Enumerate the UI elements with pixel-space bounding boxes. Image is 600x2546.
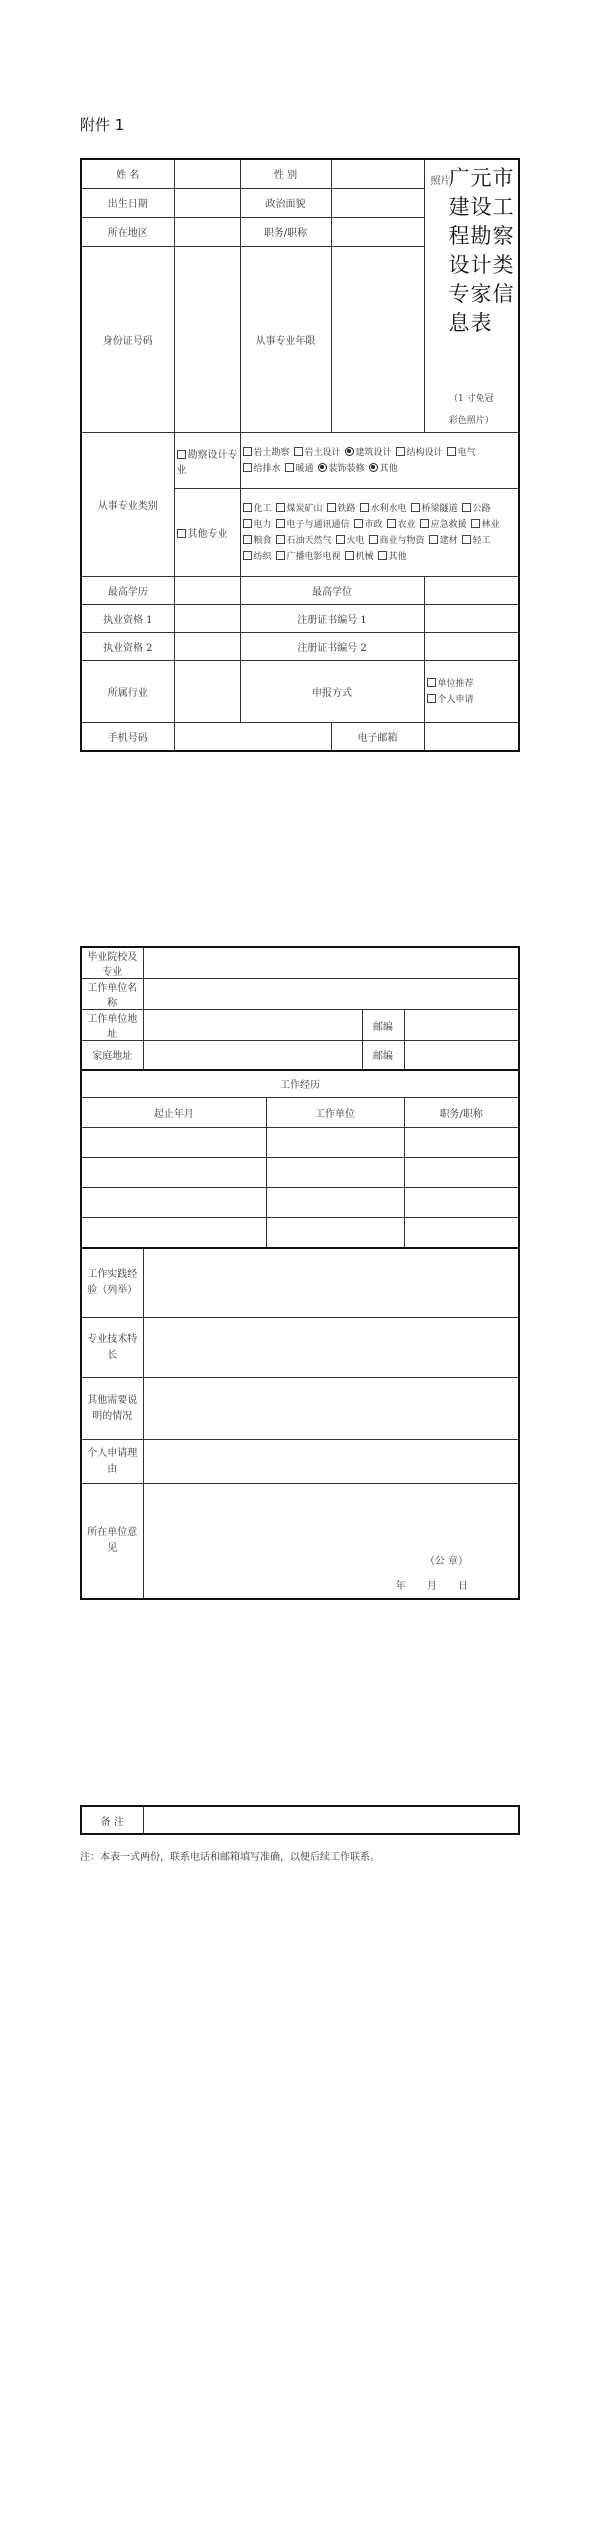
checkbox-icon[interactable] bbox=[462, 503, 471, 512]
label-qualification-1: 执业资格 1 bbox=[81, 605, 174, 633]
label-postcode-2: 邮编 bbox=[362, 1041, 404, 1070]
checkbox-icon[interactable] bbox=[396, 447, 405, 456]
checkbox-icon[interactable] bbox=[336, 535, 345, 544]
checkbox-icon[interactable] bbox=[243, 551, 252, 560]
checkbox-icon[interactable] bbox=[427, 694, 436, 703]
other-major-option-label: 商业与物资 bbox=[379, 535, 425, 546]
label-qualification-2: 执业资格 2 bbox=[81, 633, 174, 661]
survey-design-option-label: 岩土设计 bbox=[304, 447, 341, 458]
other-major-option[interactable] bbox=[420, 517, 467, 533]
label-specialty-category: 从事专业类别 bbox=[81, 433, 174, 577]
other-major-option-label: 广播电影电视 bbox=[286, 551, 341, 562]
checkbox-icon[interactable] bbox=[411, 503, 420, 512]
other-major-option-label: 林业 bbox=[481, 519, 500, 530]
field-highest-degree[interactable] bbox=[424, 577, 519, 605]
field-cert-number-1[interactable] bbox=[424, 605, 519, 633]
survey-design-options bbox=[240, 433, 519, 489]
label-personal-reason: 个人申请理由 bbox=[81, 1440, 143, 1484]
history-unit[interactable] bbox=[266, 1128, 404, 1158]
other-major-option-label: 桥梁隧道 bbox=[421, 503, 458, 514]
other-major-option[interactable] bbox=[378, 549, 407, 565]
label-years-in-profession: 从事专业年限 bbox=[240, 246, 331, 433]
history-period[interactable] bbox=[81, 1128, 266, 1158]
other-major-option[interactable] bbox=[369, 533, 425, 549]
survey-design-option[interactable] bbox=[294, 445, 341, 461]
label-cert-number-1: 注册证书编号 1 bbox=[240, 605, 424, 633]
checkbox-icon[interactable] bbox=[387, 519, 396, 528]
work-history-heading: 工作经历 bbox=[81, 1070, 519, 1098]
label-highest-education: 最高学历 bbox=[81, 577, 174, 605]
field-name[interactable] bbox=[174, 159, 240, 188]
personal-apply-label: 个人申请 bbox=[437, 694, 474, 705]
label-id-number: 身份证号码 bbox=[81, 246, 174, 433]
option-personal-apply[interactable] bbox=[427, 692, 474, 708]
checkbox-icon[interactable] bbox=[243, 447, 252, 456]
survey-design-major-label: 勘察设计专业 bbox=[176, 449, 238, 476]
history-position[interactable] bbox=[404, 1188, 519, 1218]
other-major-option[interactable] bbox=[411, 501, 458, 517]
label-unit-opinion: 所在单位意见 bbox=[81, 1484, 143, 1599]
survey-design-major[interactable] bbox=[174, 433, 240, 489]
checkbox-icon[interactable] bbox=[427, 678, 436, 687]
label-highest-degree: 最高学位 bbox=[240, 577, 424, 605]
label-work-unit-address: 工作单位地址 bbox=[81, 1010, 143, 1041]
survey-design-option-label: 暖通 bbox=[295, 463, 314, 474]
other-major-option-label: 机械 bbox=[355, 551, 374, 562]
other-major-option-label: 煤炭矿山 bbox=[286, 503, 323, 514]
history-row[interactable] bbox=[81, 1128, 519, 1158]
checkbox-icon[interactable] bbox=[177, 450, 186, 459]
other-major-option-label: 铁路 bbox=[337, 503, 356, 514]
other-major-option[interactable] bbox=[276, 501, 323, 517]
other-major-option-label: 粮食 bbox=[253, 535, 272, 546]
checkbox-icon[interactable] bbox=[447, 447, 456, 456]
history-position[interactable] bbox=[404, 1158, 519, 1188]
label-mobile: 手机号码 bbox=[81, 723, 174, 751]
label-expertise: 专业技术特长 bbox=[81, 1318, 143, 1378]
other-major-option[interactable] bbox=[387, 517, 416, 533]
field-postcode-1[interactable] bbox=[404, 1010, 519, 1041]
other-major-option[interactable] bbox=[243, 533, 272, 549]
checkbox-icon[interactable] bbox=[276, 551, 285, 560]
label-remarks: 备 注 bbox=[81, 1806, 143, 1834]
survey-design-option-label: 结构设计 bbox=[406, 447, 443, 458]
other-major-option-label: 农业 bbox=[397, 519, 416, 530]
field-home-address[interactable] bbox=[143, 1041, 362, 1070]
label-location: 所在地区 bbox=[81, 217, 174, 246]
field-postcode-2[interactable] bbox=[404, 1041, 519, 1070]
field-highest-education[interactable] bbox=[174, 577, 240, 605]
history-unit[interactable] bbox=[266, 1188, 404, 1218]
other-major[interactable] bbox=[174, 489, 240, 577]
field-other-notes[interactable] bbox=[143, 1378, 519, 1440]
field-remarks[interactable] bbox=[143, 1806, 519, 1834]
field-work-unit-name[interactable] bbox=[143, 979, 519, 1010]
field-school-major[interactable] bbox=[143, 947, 519, 979]
other-major-option[interactable] bbox=[462, 501, 491, 517]
survey-design-option[interactable] bbox=[369, 461, 398, 477]
field-personal-reason[interactable] bbox=[143, 1440, 519, 1484]
checkbox-icon[interactable] bbox=[420, 519, 429, 528]
field-cert-number-2[interactable] bbox=[424, 633, 519, 661]
photo-cell[interactable] bbox=[424, 159, 519, 433]
history-position[interactable] bbox=[404, 1218, 519, 1248]
label-gender: 性 别 bbox=[240, 159, 331, 188]
survey-design-option[interactable] bbox=[447, 445, 476, 461]
checkbox-icon[interactable] bbox=[285, 463, 294, 472]
field-qualification-1[interactable] bbox=[174, 605, 240, 633]
other-major-option[interactable] bbox=[276, 549, 341, 565]
field-political-status[interactable] bbox=[331, 188, 424, 217]
label-position-title: 职务/职称 bbox=[240, 217, 331, 246]
checkbox-icon[interactable] bbox=[177, 529, 186, 538]
label-report-method: 申报方式 bbox=[240, 661, 424, 723]
photo-note-1: （1 寸免冠 bbox=[448, 394, 494, 404]
report-method-options bbox=[424, 661, 519, 723]
other-major-option[interactable] bbox=[429, 533, 458, 549]
other-major-option-label: 应急救援 bbox=[430, 519, 467, 530]
label-work-unit-name: 工作单位名称 bbox=[81, 979, 143, 1010]
other-major-option[interactable] bbox=[345, 549, 374, 565]
checkbox-icon[interactable] bbox=[276, 535, 285, 544]
expert-info-table bbox=[80, 158, 520, 752]
history-period[interactable] bbox=[81, 1158, 266, 1188]
remarks-table bbox=[80, 1805, 520, 1835]
other-major-option-label: 纺织 bbox=[253, 551, 272, 562]
survey-design-option-label: 电气 bbox=[457, 447, 476, 458]
label-birth-date: 出生日期 bbox=[81, 188, 174, 217]
other-major-option-label: 电子与通讯通信 bbox=[286, 519, 350, 530]
header-period: 起止年月 bbox=[81, 1098, 266, 1128]
checkbox-icon[interactable] bbox=[354, 519, 363, 528]
survey-design-option-label: 岩土勘察 bbox=[253, 447, 290, 458]
other-major-option[interactable] bbox=[354, 517, 383, 533]
checkbox-icon[interactable] bbox=[429, 535, 438, 544]
seal-placeholder: （公 章） bbox=[424, 1555, 468, 1567]
label-political-status: 政治面貌 bbox=[240, 188, 331, 217]
checkbox-icon[interactable] bbox=[378, 551, 387, 560]
field-industry[interactable] bbox=[174, 661, 240, 723]
checkbox-icon[interactable] bbox=[462, 535, 471, 544]
other-major-option-label: 其他 bbox=[388, 551, 407, 562]
form-title: 广元市建设工程勘察设计类专家信息表 bbox=[448, 166, 515, 335]
radio-selected-icon[interactable] bbox=[369, 463, 378, 472]
survey-design-option-label: 装饰装修 bbox=[328, 463, 365, 474]
attachment-label: 附件 1 bbox=[80, 116, 125, 134]
other-major-option-label: 石油天然气 bbox=[286, 535, 332, 546]
history-row[interactable] bbox=[81, 1218, 519, 1248]
other-major-label: 其他专业 bbox=[187, 529, 228, 540]
other-major-option-label: 轻工 bbox=[472, 535, 491, 546]
checkbox-icon[interactable] bbox=[243, 535, 252, 544]
survey-design-option-label: 给排水 bbox=[253, 463, 281, 474]
field-gender[interactable] bbox=[331, 159, 424, 188]
field-practice-experience[interactable] bbox=[143, 1248, 519, 1318]
survey-design-option-label: 建筑设计 bbox=[355, 447, 392, 458]
survey-design-option[interactable] bbox=[285, 461, 314, 477]
other-major-option-label: 电力 bbox=[253, 519, 272, 530]
checkbox-icon[interactable] bbox=[327, 503, 336, 512]
other-major-option-label: 建材 bbox=[439, 535, 458, 546]
checkbox-icon[interactable] bbox=[276, 503, 285, 512]
field-expertise[interactable] bbox=[143, 1318, 519, 1378]
label-industry: 所属行业 bbox=[81, 661, 174, 723]
field-birth-date[interactable] bbox=[174, 188, 240, 217]
survey-design-option[interactable] bbox=[396, 445, 443, 461]
header-work-unit: 工作单位 bbox=[266, 1098, 404, 1128]
option-unit-recommend[interactable] bbox=[427, 676, 474, 692]
checkbox-icon[interactable] bbox=[243, 503, 252, 512]
checkbox-icon[interactable] bbox=[243, 519, 252, 528]
survey-design-option[interactable] bbox=[243, 445, 290, 461]
history-period[interactable] bbox=[81, 1188, 266, 1218]
unit-recommend-label: 单位推荐 bbox=[437, 678, 474, 689]
checkbox-icon[interactable] bbox=[294, 447, 303, 456]
label-school-major: 毕业院校及专业 bbox=[81, 947, 143, 979]
history-unit[interactable] bbox=[266, 1158, 404, 1188]
history-period[interactable] bbox=[81, 1218, 266, 1248]
photo-note-2: 彩色照片） bbox=[448, 416, 494, 426]
field-mobile[interactable] bbox=[174, 723, 331, 751]
other-major-options bbox=[240, 489, 519, 577]
checkbox-icon[interactable] bbox=[243, 463, 252, 472]
footnote: 注：本表一式两份，联系电话和邮箱填写准确，以便后续工作联系。 bbox=[80, 1852, 380, 1863]
label-cert-number-2: 注册证书编号 2 bbox=[240, 633, 424, 661]
other-major-option-label: 公路 bbox=[472, 503, 491, 514]
field-unit-opinion[interactable] bbox=[143, 1484, 519, 1599]
checkbox-icon[interactable] bbox=[360, 503, 369, 512]
other-major-option[interactable] bbox=[462, 533, 491, 549]
survey-design-option[interactable] bbox=[243, 461, 281, 477]
label-postcode-1: 邮编 bbox=[362, 1010, 404, 1041]
radio-selected-icon[interactable] bbox=[345, 447, 354, 456]
other-major-option[interactable] bbox=[327, 501, 356, 517]
field-qualification-2[interactable] bbox=[174, 633, 240, 661]
label-email: 电子邮箱 bbox=[331, 723, 424, 751]
checkbox-icon[interactable] bbox=[369, 535, 378, 544]
photo-label: 照片 bbox=[430, 176, 451, 187]
history-row[interactable] bbox=[81, 1158, 519, 1188]
other-major-option-label: 水利水电 bbox=[370, 503, 407, 514]
other-major-option-label: 市政 bbox=[364, 519, 383, 530]
other-major-option[interactable] bbox=[276, 533, 332, 549]
field-id-number[interactable] bbox=[174, 246, 240, 433]
checkbox-icon[interactable] bbox=[345, 551, 354, 560]
work-info-table bbox=[80, 946, 520, 1600]
other-major-option[interactable] bbox=[471, 517, 500, 533]
history-unit[interactable] bbox=[266, 1218, 404, 1248]
checkbox-icon[interactable] bbox=[471, 519, 480, 528]
field-email[interactable] bbox=[424, 723, 519, 751]
field-position-title[interactable] bbox=[331, 217, 424, 246]
field-work-unit-address[interactable] bbox=[143, 1010, 362, 1041]
survey-design-option-label: 其他 bbox=[379, 463, 398, 474]
history-position[interactable] bbox=[404, 1128, 519, 1158]
label-name: 姓 名 bbox=[81, 159, 174, 188]
other-major-option[interactable] bbox=[360, 501, 407, 517]
other-major-option[interactable] bbox=[243, 517, 272, 533]
other-major-option[interactable] bbox=[276, 517, 350, 533]
label-home-address: 家庭地址 bbox=[81, 1041, 143, 1070]
other-major-option-label: 化工 bbox=[253, 503, 272, 514]
field-years-in-profession[interactable] bbox=[331, 246, 424, 433]
other-major-option[interactable] bbox=[243, 501, 272, 517]
header-position-title: 职务/职称 bbox=[404, 1098, 519, 1128]
history-row[interactable] bbox=[81, 1188, 519, 1218]
checkbox-icon[interactable] bbox=[276, 519, 285, 528]
label-practice-experience: 工作实践经验（列举） bbox=[81, 1248, 143, 1318]
other-major-option-label: 火电 bbox=[346, 535, 365, 546]
field-location[interactable] bbox=[174, 217, 240, 246]
other-major-option[interactable] bbox=[336, 533, 365, 549]
date-placeholder: 年 月 日 bbox=[395, 1580, 468, 1592]
survey-design-option[interactable] bbox=[345, 445, 392, 461]
other-major-option[interactable] bbox=[243, 549, 272, 565]
radio-selected-icon[interactable] bbox=[318, 463, 327, 472]
label-other-notes: 其他需要说明的情况 bbox=[81, 1378, 143, 1440]
survey-design-option[interactable] bbox=[318, 461, 365, 477]
